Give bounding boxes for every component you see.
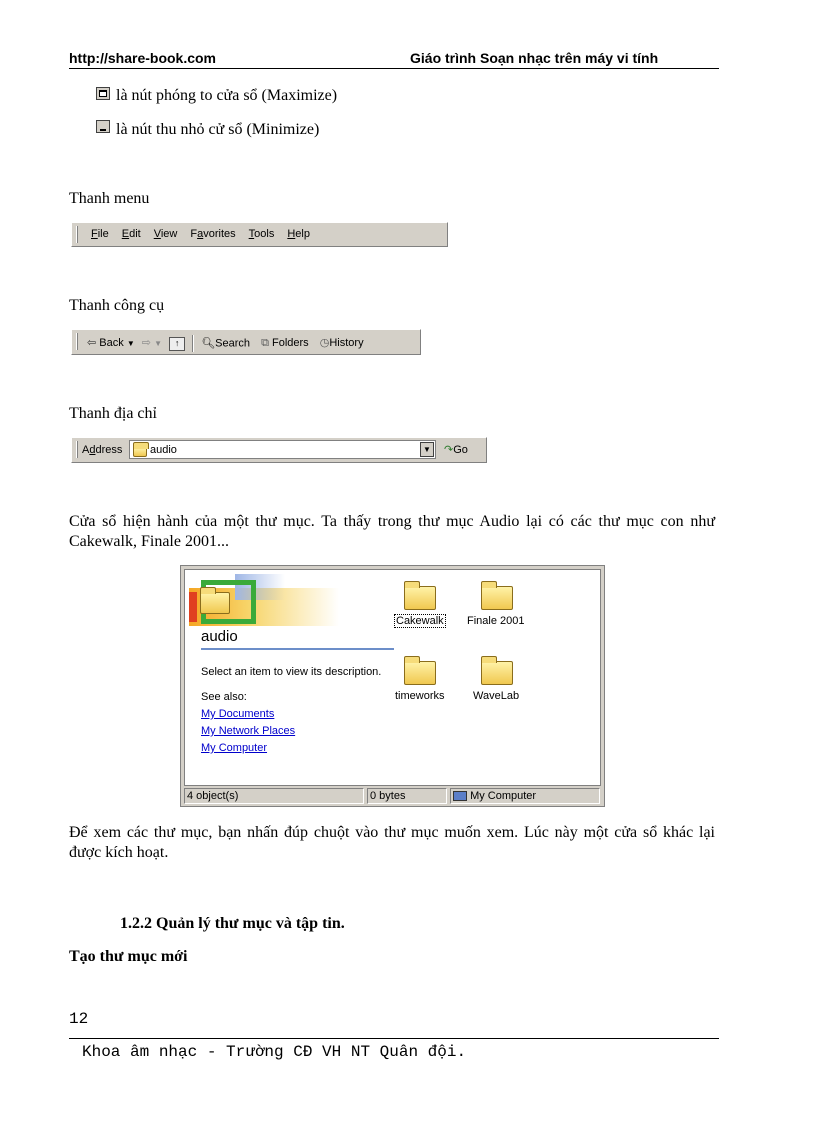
folder-icon bbox=[404, 586, 436, 610]
address-label: Address bbox=[82, 444, 123, 456]
folder-item-cakewalk[interactable] bbox=[390, 580, 450, 630]
minimize-desc: là nút thu nhỏ cử sổ (Minimize) bbox=[116, 121, 320, 138]
address-grip[interactable] bbox=[76, 441, 78, 458]
maximize-desc: là nút phóng to cửa sổ (Maximize) bbox=[116, 87, 338, 104]
go-arrow-icon: ↷ bbox=[444, 444, 454, 456]
folder-icon bbox=[133, 447, 147, 457]
standard-toolbar bbox=[71, 329, 421, 355]
page-number: 12 bbox=[69, 1010, 89, 1028]
history-icon: ◷ bbox=[319, 337, 330, 350]
folder-item-timeworks[interactable] bbox=[390, 655, 450, 705]
folder-icon bbox=[481, 661, 513, 685]
description-text: Select an item to view its description. bbox=[201, 666, 382, 678]
folder-label: Finale 2001 bbox=[467, 615, 525, 627]
toolbar-grip[interactable] bbox=[76, 333, 78, 350]
chevron-down-icon[interactable]: ▼ bbox=[126, 339, 135, 349]
paragraph-folder-window: Cửa sổ hiện hành của một thư mục. Ta thấy trong thư mục Audio lại có các thư mục con như Cakewalk, Finale 2001... bbox=[69, 513, 715, 550]
search-icon: 🔍︎ bbox=[201, 337, 216, 350]
status-object-count: 4 object(s) bbox=[184, 788, 364, 804]
folder-icon bbox=[481, 586, 513, 610]
menu-heading: Thanh menu bbox=[69, 190, 150, 207]
maximize-icon bbox=[96, 87, 110, 100]
minimize-icon bbox=[96, 120, 110, 133]
header-site: http://share-book.com bbox=[69, 50, 217, 66]
title-underline bbox=[201, 648, 394, 650]
up-folder-icon[interactable]: ↑ bbox=[169, 337, 185, 351]
toolbar-separator bbox=[192, 335, 194, 352]
folder-title: audio bbox=[201, 628, 238, 645]
back-arrow-icon: ⇦ bbox=[87, 337, 97, 350]
address-heading: Thanh địa chỉ bbox=[69, 405, 157, 422]
folders-button[interactable]: ⧉ Folders bbox=[261, 337, 309, 350]
menu-help[interactable]: Help bbox=[287, 228, 310, 240]
address-bar bbox=[71, 437, 487, 463]
footer-rule bbox=[69, 1038, 719, 1039]
section-heading: 1.2.2 Quản lý thư mục và tập tin. bbox=[120, 915, 345, 932]
go-button[interactable]: ↷Go bbox=[444, 444, 468, 456]
header-rule bbox=[69, 68, 719, 69]
address-input[interactable] bbox=[129, 440, 436, 459]
menu-favorites[interactable]: Favorites bbox=[190, 228, 236, 240]
toolbar-heading: Thanh công cụ bbox=[69, 297, 165, 314]
paragraph-double-click: Để xem các thư mục, bạn nhấn đúp chuột vào thư mục muốn xem. Lúc này một cửa sổ khác lại được kích hoạt. bbox=[69, 824, 715, 861]
link-my-computer[interactable]: My Computer bbox=[201, 742, 268, 754]
address-value: audio bbox=[150, 444, 177, 456]
explorer-window bbox=[180, 565, 605, 807]
folder-label: WaveLab bbox=[473, 690, 520, 702]
menu-view[interactable]: View bbox=[153, 228, 178, 240]
status-location: My Computer bbox=[450, 788, 600, 804]
folder-label: Cakewalk bbox=[396, 615, 444, 627]
menu-grip[interactable] bbox=[76, 226, 78, 243]
header-book-title: Giáo trình Soạn nhạc trên máy vi tính bbox=[410, 50, 659, 66]
forward-button[interactable]: ⇨ ▼ bbox=[141, 337, 162, 350]
menu-file[interactable]: File bbox=[91, 228, 109, 240]
menu-edit[interactable]: Edit bbox=[121, 228, 141, 240]
link-my-network-places[interactable]: My Network Places bbox=[201, 725, 296, 737]
status-size: 0 bytes bbox=[367, 788, 447, 804]
folder-label: timeworks bbox=[395, 690, 445, 702]
explorer-content bbox=[184, 569, 601, 786]
link-my-documents[interactable]: My Documents bbox=[201, 708, 275, 720]
back-button[interactable]: ⇦ Back ▼ bbox=[87, 337, 135, 350]
status-bar bbox=[183, 787, 602, 805]
folder-item-wavelab[interactable] bbox=[463, 655, 533, 705]
menu-tools[interactable]: Tools bbox=[248, 228, 275, 240]
history-button[interactable]: ◷History bbox=[319, 337, 364, 350]
folder-icon bbox=[404, 661, 436, 685]
see-also-label: See also: bbox=[201, 691, 247, 703]
menu-bar bbox=[71, 222, 448, 247]
audio-folder-icon bbox=[200, 592, 230, 614]
computer-icon bbox=[453, 791, 467, 801]
footer-text: Khoa âm nhạc - Trường CĐ VH NT Quân đội. bbox=[82, 1043, 467, 1061]
address-dropdown-button[interactable]: ▼ bbox=[420, 442, 434, 457]
search-button[interactable]: 🔍︎Search bbox=[201, 337, 251, 350]
folders-icon: ⧉ bbox=[261, 337, 269, 350]
folder-item-finale-2001[interactable] bbox=[463, 580, 533, 630]
sub-heading: Tạo thư mục mới bbox=[69, 948, 188, 965]
